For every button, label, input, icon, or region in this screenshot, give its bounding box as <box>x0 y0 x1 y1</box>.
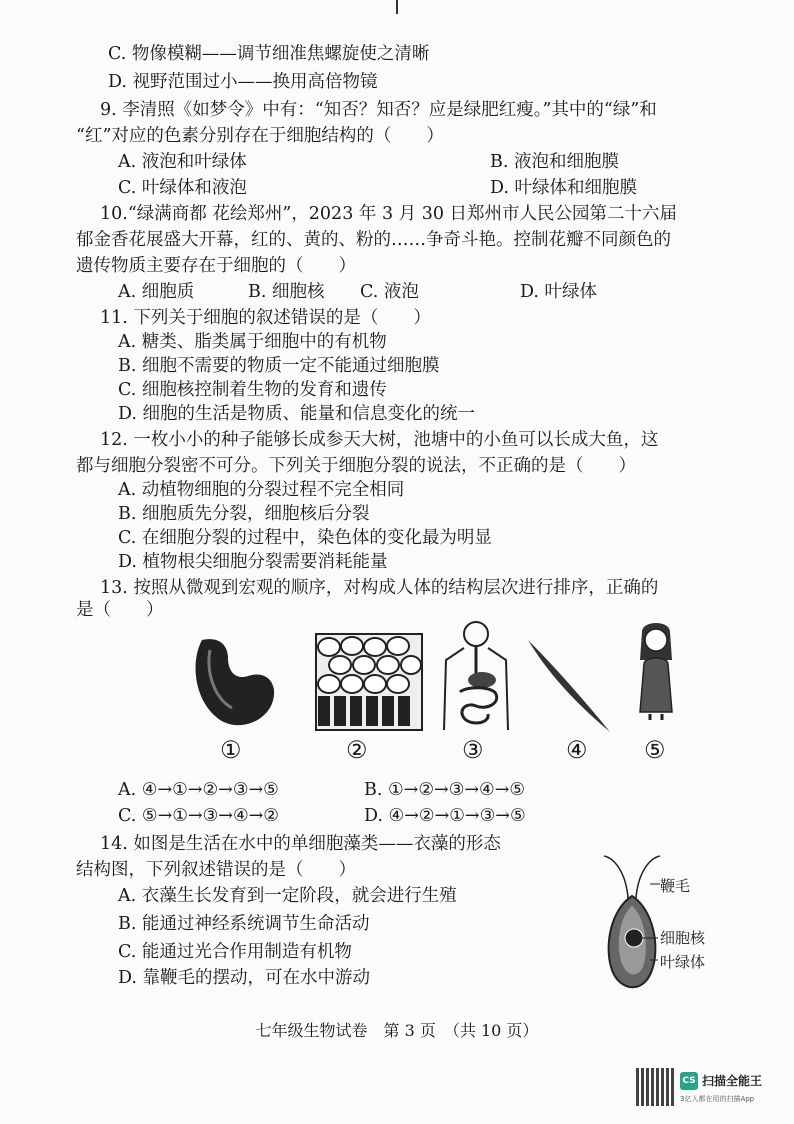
q12-option-d: D. 植物根尖细胞分裂需要消耗能量 <box>118 552 388 572</box>
q11-option-a: A. 糖类、脂类属于细胞中的有机物 <box>118 332 387 352</box>
q9-stem: 9. 李清照《如梦令》中有：“知否？知否？应是绿肥红瘦。”其中的“绿”和 <box>100 100 657 120</box>
q12-stem-cont: 都与细胞分裂密不可分。下列关于细胞分裂的说法，不正确的是（ ） <box>76 456 636 476</box>
figure-label-3: ③ <box>462 736 484 764</box>
figure-label-2: ② <box>346 736 368 764</box>
q12-option-b: B. 细胞质先分裂，细胞核后分裂 <box>118 504 370 524</box>
q14-option-c: C. 能通过光合作用制造有机物 <box>118 942 352 962</box>
q9-stem-cont: “红”对应的色素分别存在于细胞结构的（ ） <box>76 126 444 146</box>
flagella-label: 鞭毛 <box>660 877 691 895</box>
q13-option-c: C. ⑤→①→③→④→② <box>118 806 279 826</box>
q10-stem-cont2: 遗传物质主要存在于细胞的（ ） <box>76 256 356 276</box>
chloroplast-label: 叶绿体 <box>660 953 706 971</box>
q9-option-a: A. 液泡和叶绿体 <box>118 152 247 172</box>
page-footer: 七年级生物试卷 第 3 页 （共 10 页） <box>255 1021 539 1040</box>
q10-option-a: A. 细胞质 <box>118 282 195 302</box>
scanner-watermark <box>636 1068 786 1112</box>
q11-option-d: D. 细胞的生活是物质、能量和信息变化的统一 <box>118 404 476 424</box>
stomach-icon <box>180 632 290 732</box>
q10-option-c: C. 液泡 <box>360 282 419 302</box>
scanner-subtitle: 3亿人都在用的扫描App <box>680 1095 755 1103</box>
figure-label-4: ④ <box>566 736 588 764</box>
figure-label-5: ⑤ <box>644 736 666 764</box>
q14-stem-cont: 结构图，下列叙述错误的是（ ） <box>76 860 356 880</box>
camscanner-logo-icon: CS <box>680 1072 698 1090</box>
q14-stem: 14. 如图是生活在水中的单细胞藻类——衣藻的形态 <box>100 834 501 854</box>
nucleus-label: 细胞核 <box>660 929 706 947</box>
tissue-icon <box>314 632 424 732</box>
q10-option-b: B. 细胞核 <box>248 282 325 302</box>
q8-option-d: D. 视野范围过小——换用高倍物镜 <box>108 72 378 92</box>
q12-option-a: A. 动植物细胞的分裂过程不完全相同 <box>118 480 405 500</box>
q14-option-b: B. 能通过神经系统调节生命活动 <box>118 914 370 934</box>
muscle-cell-icon <box>524 636 614 736</box>
q10-stem-cont1: 郁金香花展盛大开幕，红的、黄的、粉的……争奇斗艳。控制花瓣不同颜色的 <box>76 230 671 250</box>
q13-stem: 13. 按照从微观到宏观的顺序，对构成人体的结构层次进行排序，正确的 <box>100 578 659 598</box>
q9-option-d: D. 叶绿体和细胞膜 <box>490 178 638 198</box>
q14-option-a: A. 衣藻生长发育到一定阶段，就会进行生殖 <box>118 886 457 906</box>
q11-stem: 11. 下列关于细胞的叙述错误的是（ ） <box>100 308 431 328</box>
scanner-name: 扫描全能王 <box>702 1074 763 1088</box>
q11-option-b: B. 细胞不需要的物质一定不能通过细胞膜 <box>118 356 440 376</box>
q13-stem-cont: 是（ ） <box>76 600 164 620</box>
q13-option-a: A. ④→①→②→③→⑤ <box>118 780 279 800</box>
figure-label-1: ① <box>220 736 242 764</box>
q12-stem: 12. 一枚小小的种子能够长成参天大树，池塘中的小鱼可以长成大鱼，这 <box>100 430 659 450</box>
q12-option-c: C. 在细胞分裂的过程中，染色体的变化最为明显 <box>118 528 492 548</box>
q13-option-b: B. ①→②→③→④→⑤ <box>364 780 526 800</box>
q8-option-c: C. 物像模糊——调节细准焦螺旋使之清晰 <box>108 44 430 64</box>
q10-stem: 10.“绿满商都 花绘郑州”，2023 年 3 月 30 日郑州市人民公园第二十六届 <box>100 204 678 224</box>
digestive-system-icon <box>436 620 516 740</box>
q13-option-d: D. ④→②→①→③→⑤ <box>364 806 526 826</box>
q11-option-c: C. 细胞核控制着生物的发育和遗传 <box>118 380 387 400</box>
qr-code-icon <box>636 1068 674 1106</box>
q14-option-d: D. 靠鞭毛的摆动，可在水中游动 <box>118 968 371 988</box>
q10-option-d: D. 叶绿体 <box>520 282 598 302</box>
top-mark <box>396 0 398 14</box>
q9-option-c: C. 叶绿体和液泡 <box>118 178 247 198</box>
person-icon <box>628 614 684 724</box>
q9-option-b: B. 液泡和细胞膜 <box>490 152 619 172</box>
